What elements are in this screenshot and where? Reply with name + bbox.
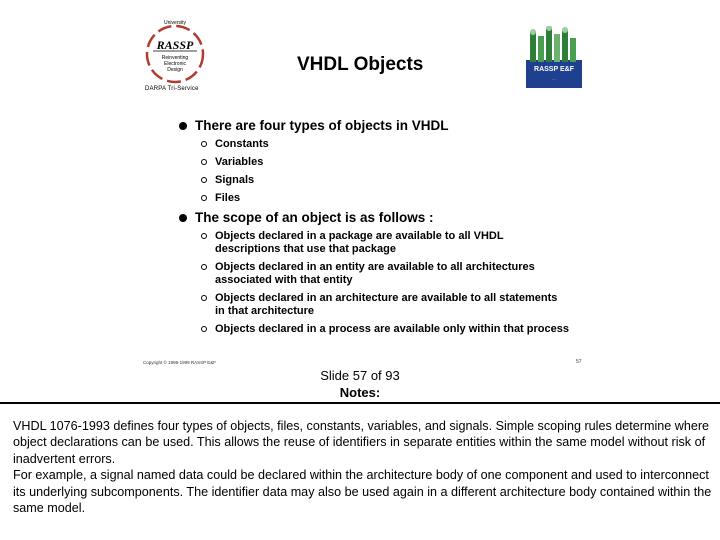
logo-footer-text: DARPA Tri-Service	[145, 86, 199, 92]
sub-bullet	[179, 230, 569, 256]
rassp-logo	[139, 18, 211, 92]
sub-bullet	[179, 292, 569, 318]
sub-bullet-text: Files	[215, 192, 241, 204]
logo-sub-2: Electronic	[164, 61, 186, 67]
rassp-ef-logo	[522, 26, 586, 92]
slide-copyright: Copyright © 1995-1999 RASSP E&F	[143, 360, 217, 365]
notes-label: Notes:	[339, 385, 381, 400]
ef-logo-name: RASSP E&F	[534, 66, 574, 73]
ring-bullet-icon	[201, 264, 207, 270]
bullet-text: The scope of an object is as follows :	[195, 210, 434, 225]
sub-bullet-text: Objects declared in an architecture are available to all statements in that architecture	[215, 292, 558, 317]
ring-bullet-icon	[201, 326, 207, 332]
slide-counter: Slide 57 of 93	[320, 368, 400, 383]
bullet-text: There are four types of objects in VHDL	[195, 118, 449, 133]
sub-bullet-text: Constants	[215, 138, 269, 150]
bullet-dot-icon	[179, 122, 187, 130]
notes-paragraph: For example, a signal named data could be declared within the architecture body of one component and used to interconnect its underlying subcomponents. The identifier data may also be used again in a different architecture body contained within the same model.	[13, 468, 712, 516]
sub-bullet-text: Signals	[215, 174, 255, 186]
slide-page-number: 57	[576, 359, 582, 365]
sub-bullet	[179, 261, 569, 287]
logo-top-text: University	[164, 20, 186, 26]
logo-sub-3: Design	[167, 67, 183, 73]
sub-bullet	[179, 323, 569, 336]
sub-bullet-text: Objects declared in a process are available only within that process	[215, 323, 569, 335]
bullet-dot-icon	[179, 214, 187, 222]
ring-bullet-icon	[201, 233, 207, 239]
ring-bullet-icon	[201, 295, 207, 301]
notes-divider	[0, 402, 720, 404]
logo-main-text: RASSP	[156, 38, 194, 52]
slide-bullets	[179, 118, 569, 341]
sub-bullet	[179, 192, 569, 205]
sub-bullet	[179, 138, 569, 151]
ring-bullet-icon	[201, 141, 207, 147]
slide-title: VHDL Objects	[297, 54, 424, 75]
sub-bullet-text: Variables	[215, 156, 264, 168]
sub-bullet-text: Objects declared in an entity are available to all architectures associated with that entity	[215, 261, 535, 286]
sub-bullet-text: Objects declared in a package are available to all VHDL descriptions that use that package	[215, 230, 504, 255]
sub-bullet	[179, 156, 569, 169]
ring-bullet-icon	[201, 195, 207, 201]
ring-bullet-icon	[201, 159, 207, 165]
bullet-object-types	[179, 118, 569, 134]
logo-sub-1: Reinventing	[161, 55, 189, 61]
slide	[139, 18, 587, 368]
ring-bullet-icon	[201, 177, 207, 183]
ef-logo-tagline: …	[552, 76, 556, 81]
notes-body	[13, 418, 713, 516]
sub-bullet	[179, 174, 569, 187]
notes-paragraph: VHDL 1076-1993 defines four types of objects, files, constants, variables, and signals. Simple scoping rules determine where object declarations can be used. This allows the reuse of identifiers in separate entities within the same model without risk of inadvertent errors.	[13, 419, 710, 466]
bullet-scope	[179, 210, 569, 226]
